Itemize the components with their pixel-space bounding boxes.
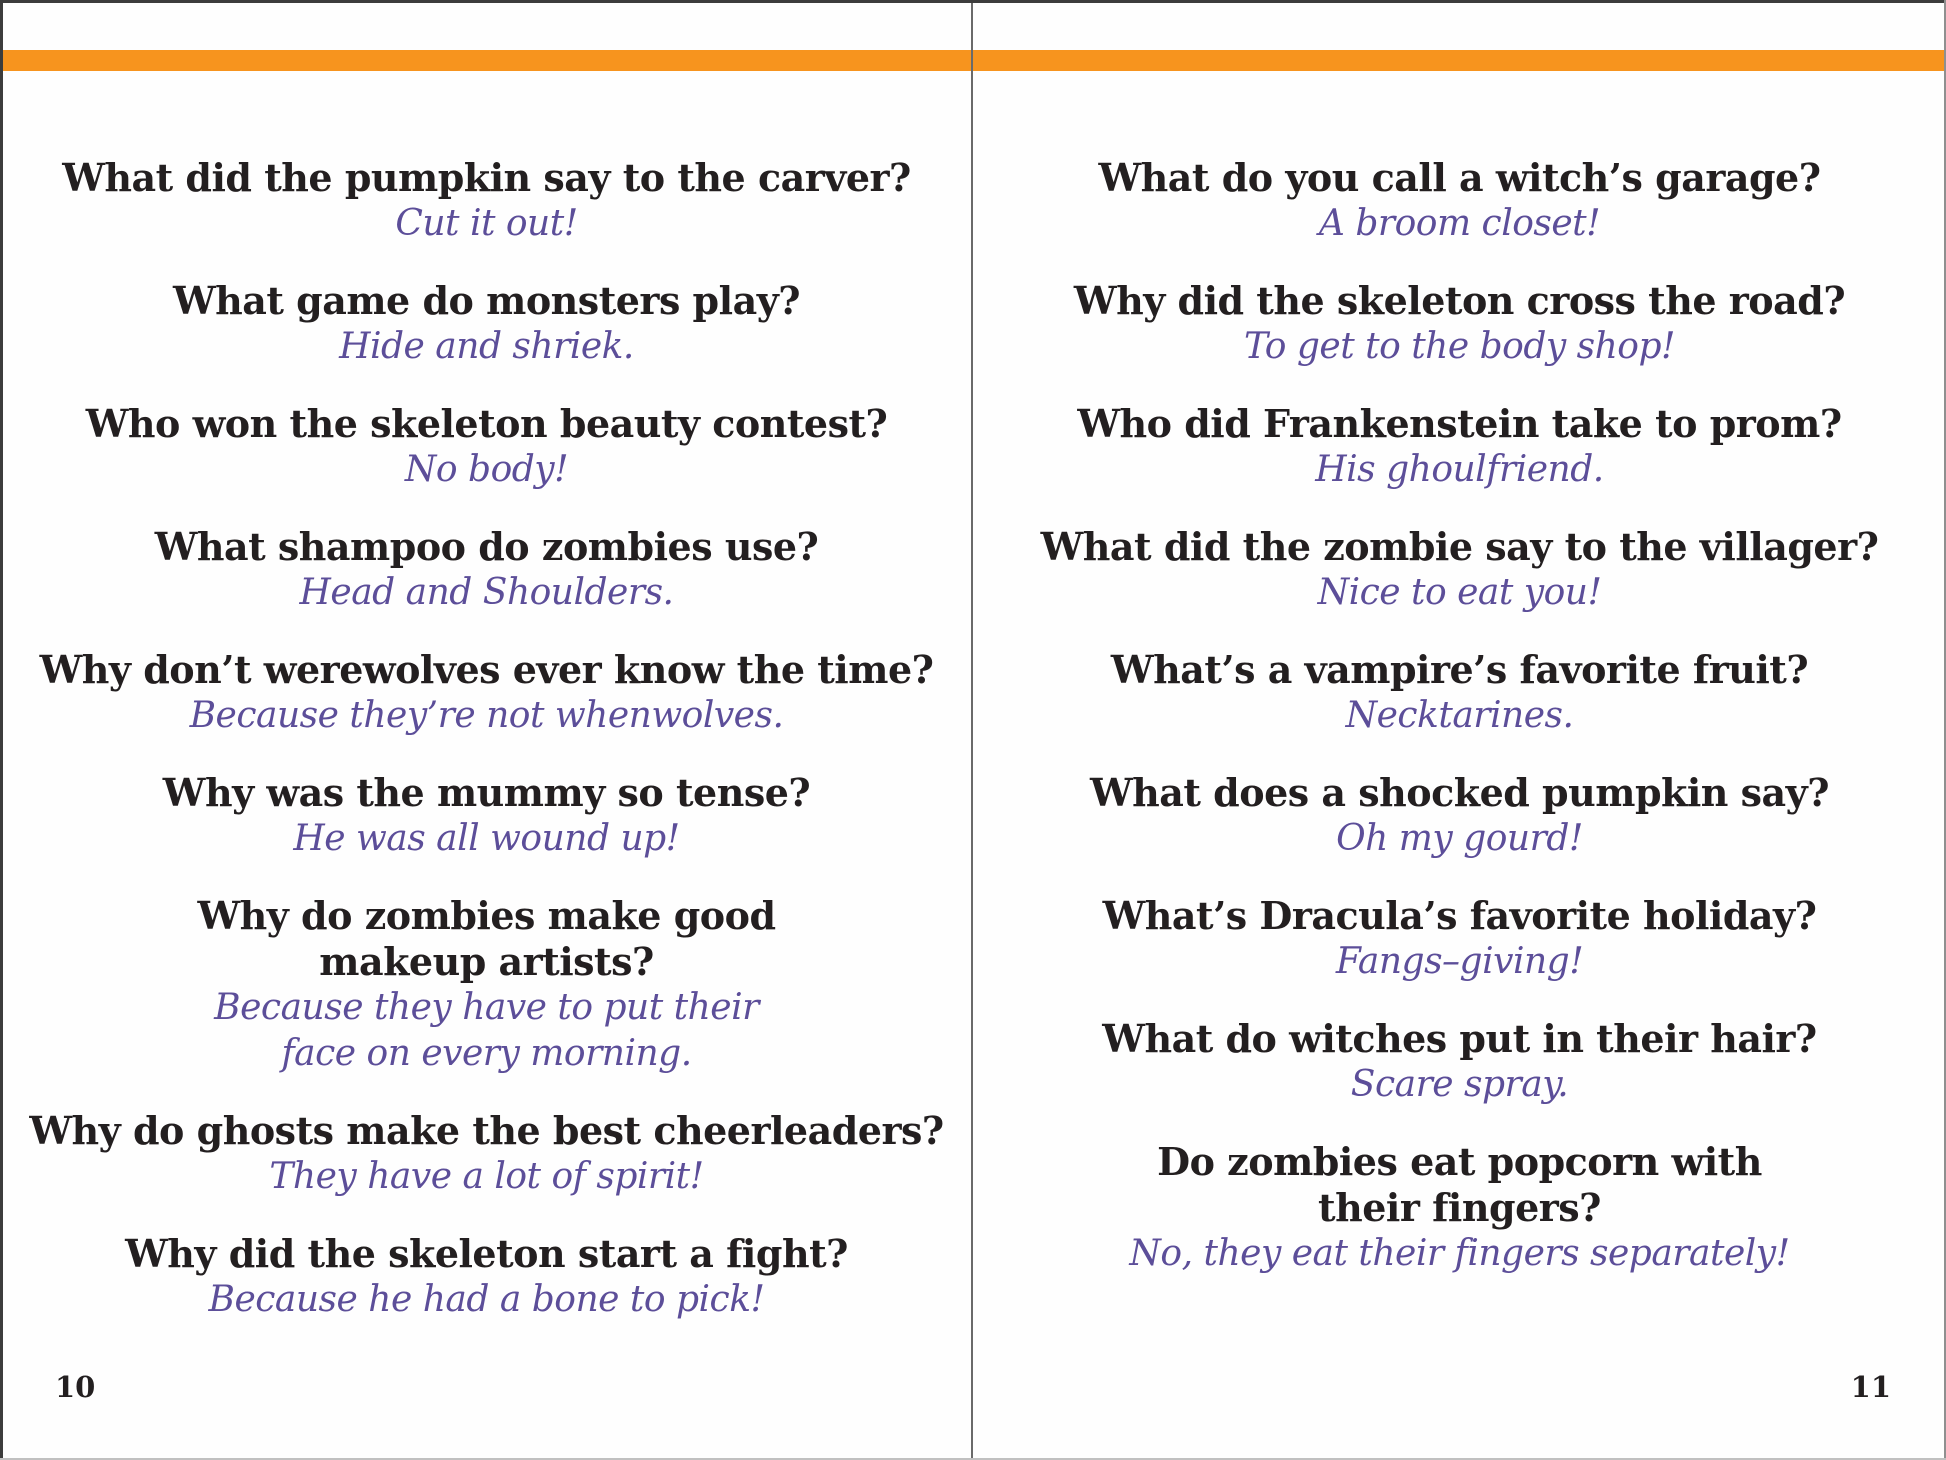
joke-answer: To get to the body shop! xyxy=(1244,326,1675,367)
joke-question: What do witches put in their hair? xyxy=(1102,1016,1817,1061)
joke-item xyxy=(0,155,973,247)
joke-question: Why don’t werewolves ever know the time? xyxy=(39,647,934,692)
joke-question: What do you call a witch’s garage? xyxy=(1098,155,1821,200)
joke-question: What game do monsters play? xyxy=(172,278,801,323)
joke-item xyxy=(0,647,973,739)
joke-question: What did the zombie say to the villager? xyxy=(1040,524,1879,569)
joke-item xyxy=(973,1016,1946,1108)
joke-item xyxy=(973,155,1946,247)
joke-answer: Oh my gourd! xyxy=(1336,818,1583,859)
joke-question: Why did the skeleton cross the road? xyxy=(1073,278,1846,323)
joke-question: Who did Frankenstein take to prom? xyxy=(1077,401,1842,446)
joke-answer: Because they have to put their face on every morning. xyxy=(214,987,759,1074)
joke-item xyxy=(0,401,973,493)
joke-answer: Nice to eat you! xyxy=(1317,572,1602,613)
joke-question: Do zombies eat popcorn with their fingers? xyxy=(1157,1139,1762,1230)
joke-answer: Head and Shoulders. xyxy=(299,572,674,613)
joke-answer: Necktarines. xyxy=(1345,695,1574,736)
joke-item xyxy=(973,647,1946,739)
joke-item xyxy=(973,278,1946,370)
top-edge-border xyxy=(0,0,1946,3)
joke-answer: His ghoulfriend. xyxy=(1315,449,1604,490)
joke-question: Why did the skeleton start a fight? xyxy=(125,1231,848,1276)
joke-answer: He was all wound up! xyxy=(293,818,680,859)
joke-item xyxy=(0,770,973,862)
joke-item xyxy=(0,1231,973,1323)
joke-answer: No, they eat their fingers separately! xyxy=(1129,1233,1790,1274)
left-edge-border xyxy=(0,0,3,1460)
joke-item xyxy=(0,524,973,616)
joke-answer: Cut it out! xyxy=(395,203,578,244)
joke-item xyxy=(973,401,1946,493)
joke-item xyxy=(973,524,1946,616)
joke-question: What’s a vampire’s favorite fruit? xyxy=(1110,647,1809,692)
page-number-left: 10 xyxy=(55,1370,96,1404)
joke-answer: No body! xyxy=(404,449,569,490)
joke-item xyxy=(0,1108,973,1200)
joke-question: What did the pumpkin say to the carver? xyxy=(62,155,911,200)
joke-answer: They have a lot of spirit! xyxy=(269,1156,704,1197)
joke-question: Why do zombies make good makeup artists? xyxy=(197,893,776,984)
joke-answer: Fangs–giving! xyxy=(1335,941,1584,982)
joke-item xyxy=(0,278,973,370)
joke-item xyxy=(973,770,1946,862)
joke-question: Why do ghosts make the best cheerleaders? xyxy=(29,1108,944,1153)
joke-item xyxy=(973,893,1946,985)
joke-answer: Scare spray. xyxy=(1350,1064,1569,1105)
joke-question: What shampoo do zombies use? xyxy=(154,524,819,569)
joke-item xyxy=(973,1139,1946,1277)
joke-answer: Hide and shriek. xyxy=(339,326,634,367)
joke-answer: Because they’re not whenwolves. xyxy=(189,695,784,736)
joke-question: What does a shocked pumpkin say? xyxy=(1089,770,1830,815)
joke-question: Who won the skeleton beauty contest? xyxy=(85,401,888,446)
joke-question: Why was the mummy so tense? xyxy=(162,770,811,815)
joke-item xyxy=(0,893,973,1077)
joke-answer: A broom closet! xyxy=(1318,203,1601,244)
page-number-right: 11 xyxy=(1850,1370,1891,1404)
right-page xyxy=(973,0,1946,1460)
joke-question: What’s Dracula’s favorite holiday? xyxy=(1102,893,1817,938)
joke-answer: Because he had a bone to pick! xyxy=(208,1279,765,1320)
